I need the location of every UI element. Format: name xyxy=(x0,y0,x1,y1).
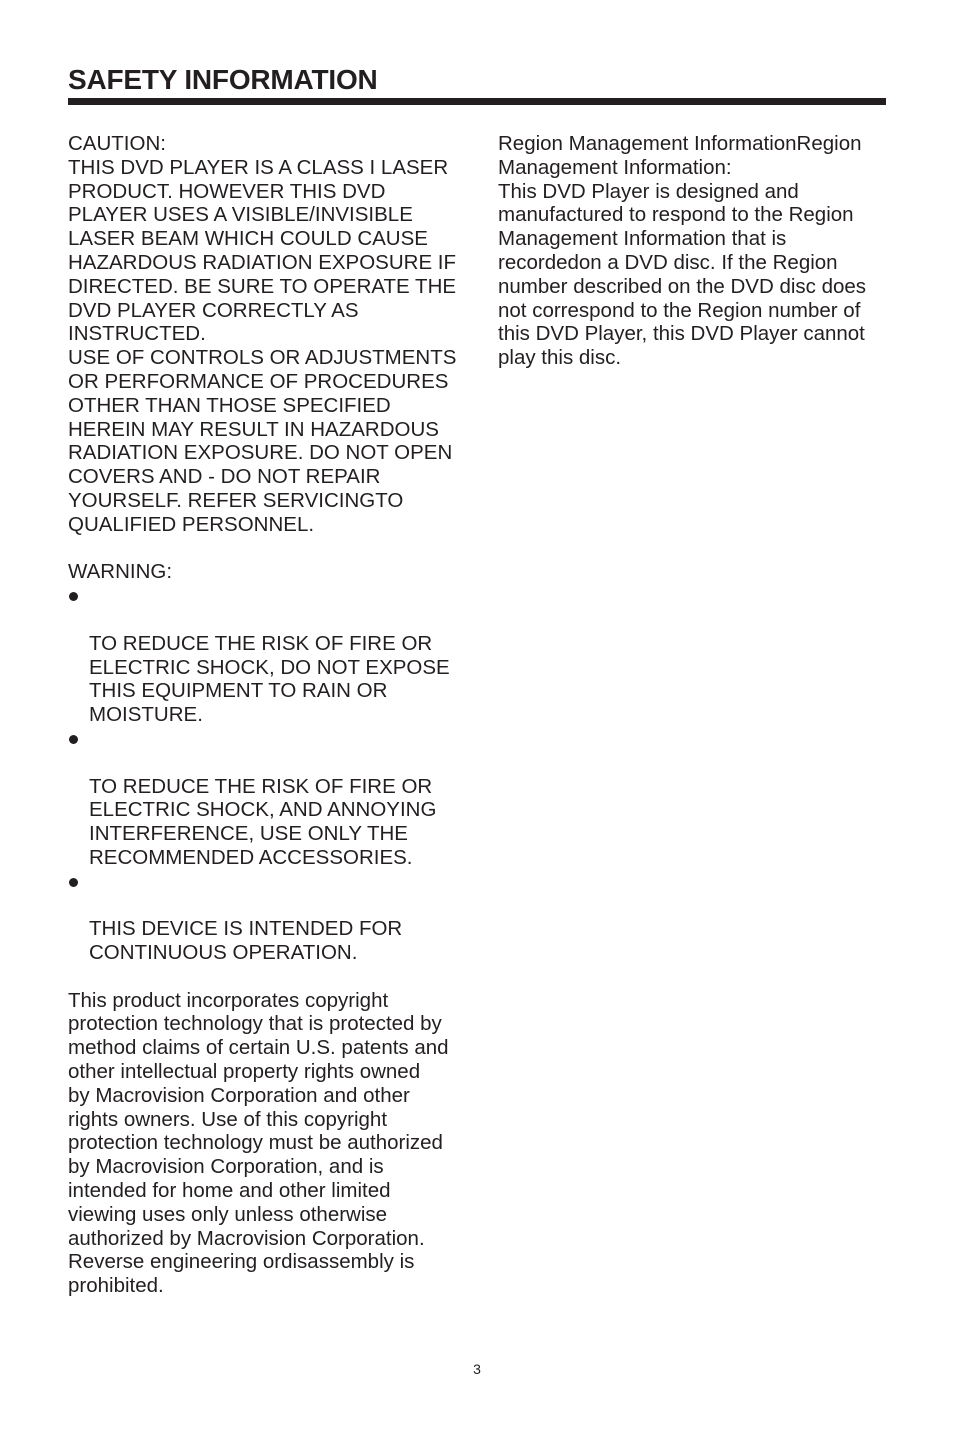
warning-item xyxy=(68,727,468,870)
bullet-icon xyxy=(69,878,78,887)
copyright-text: This product incorporates copyright protection technology that is protected by method claims of certain U.S. patents and other intellectual property rights owned by Macrovision Corporation and other rights owners. Use of this copyright protection technology must be authorized by Macrovision Corporation, and is intended for home and other limited viewing uses only unless otherwise authorized by Macrovision Corporation. Reverse engineering ordisassembly is prohibited. xyxy=(68,988,449,1298)
warning-item-text: THIS DEVICE IS INTENDED FOR CONTINUOUS OPERATION. xyxy=(89,917,403,965)
page-number: 3 xyxy=(473,1361,481,1377)
controls-text: USE OF CONTROLS OR ADJUSTMENTS OR PERFORMANCE OF PROCEDURES OTHER THAN THOSE SPECIFIED HEREIN MAY RESULT IN HAZARDOUS RADIATION EXPOSURE. DO NOT OPEN COVERS AND - DO NOT REPAIR YOURSELF. REFER SERVICINGTO QUALIFIED PERSONNEL. xyxy=(68,346,457,536)
region-heading: Region Management InformationRegion Management Information: xyxy=(498,132,862,179)
warning-label: WARNING: xyxy=(68,560,173,584)
spacer xyxy=(68,537,468,561)
bullet-icon xyxy=(69,592,78,601)
bullet-icon xyxy=(69,735,78,744)
caution-text: THIS DVD PLAYER IS A CLASS I LASER PRODUCT. HOWEVER THIS DVD PLAYER USES A VISIBLE/INVISIBLE LASER BEAM WHICH COULD CAUSE HAZARDOUS RADIATION EXPOSURE IF DIRECTED. BE SURE TO OPERATE THE DVD PLAYER CORRECTLY AS INSTRUCTED. xyxy=(68,155,457,346)
warning-item xyxy=(68,870,468,965)
title-divider xyxy=(68,98,886,105)
warning-item-text: TO REDUCE THE RISK OF FIRE OR ELECTRIC SHOCK, AND ANNOYING INTERFERENCE, USE ONLY THE RECOMMENDED ACCESSORIES. xyxy=(89,774,437,869)
region-text: This DVD Player is designed and manufactured to respond to the Region Management Information that is recordedon a DVD disc. If the Region number described on the DVD disc does not correspond to the Region number of this DVD Player, this DVD Player cannot play this disc. xyxy=(498,179,867,370)
right-column xyxy=(498,132,893,370)
warning-item xyxy=(68,584,468,727)
warning-item-text: TO REDUCE THE RISK OF FIRE OR ELECTRIC SHOCK, DO NOT EXPOSE THIS EQUIPMENT TO RAIN OR MOISTURE. xyxy=(89,631,450,727)
page-title: SAFETY INFORMATION xyxy=(68,64,378,95)
left-column xyxy=(68,132,468,1298)
caution-label: CAUTION: xyxy=(68,132,166,155)
spacer xyxy=(68,965,468,989)
warning-list xyxy=(68,584,468,965)
